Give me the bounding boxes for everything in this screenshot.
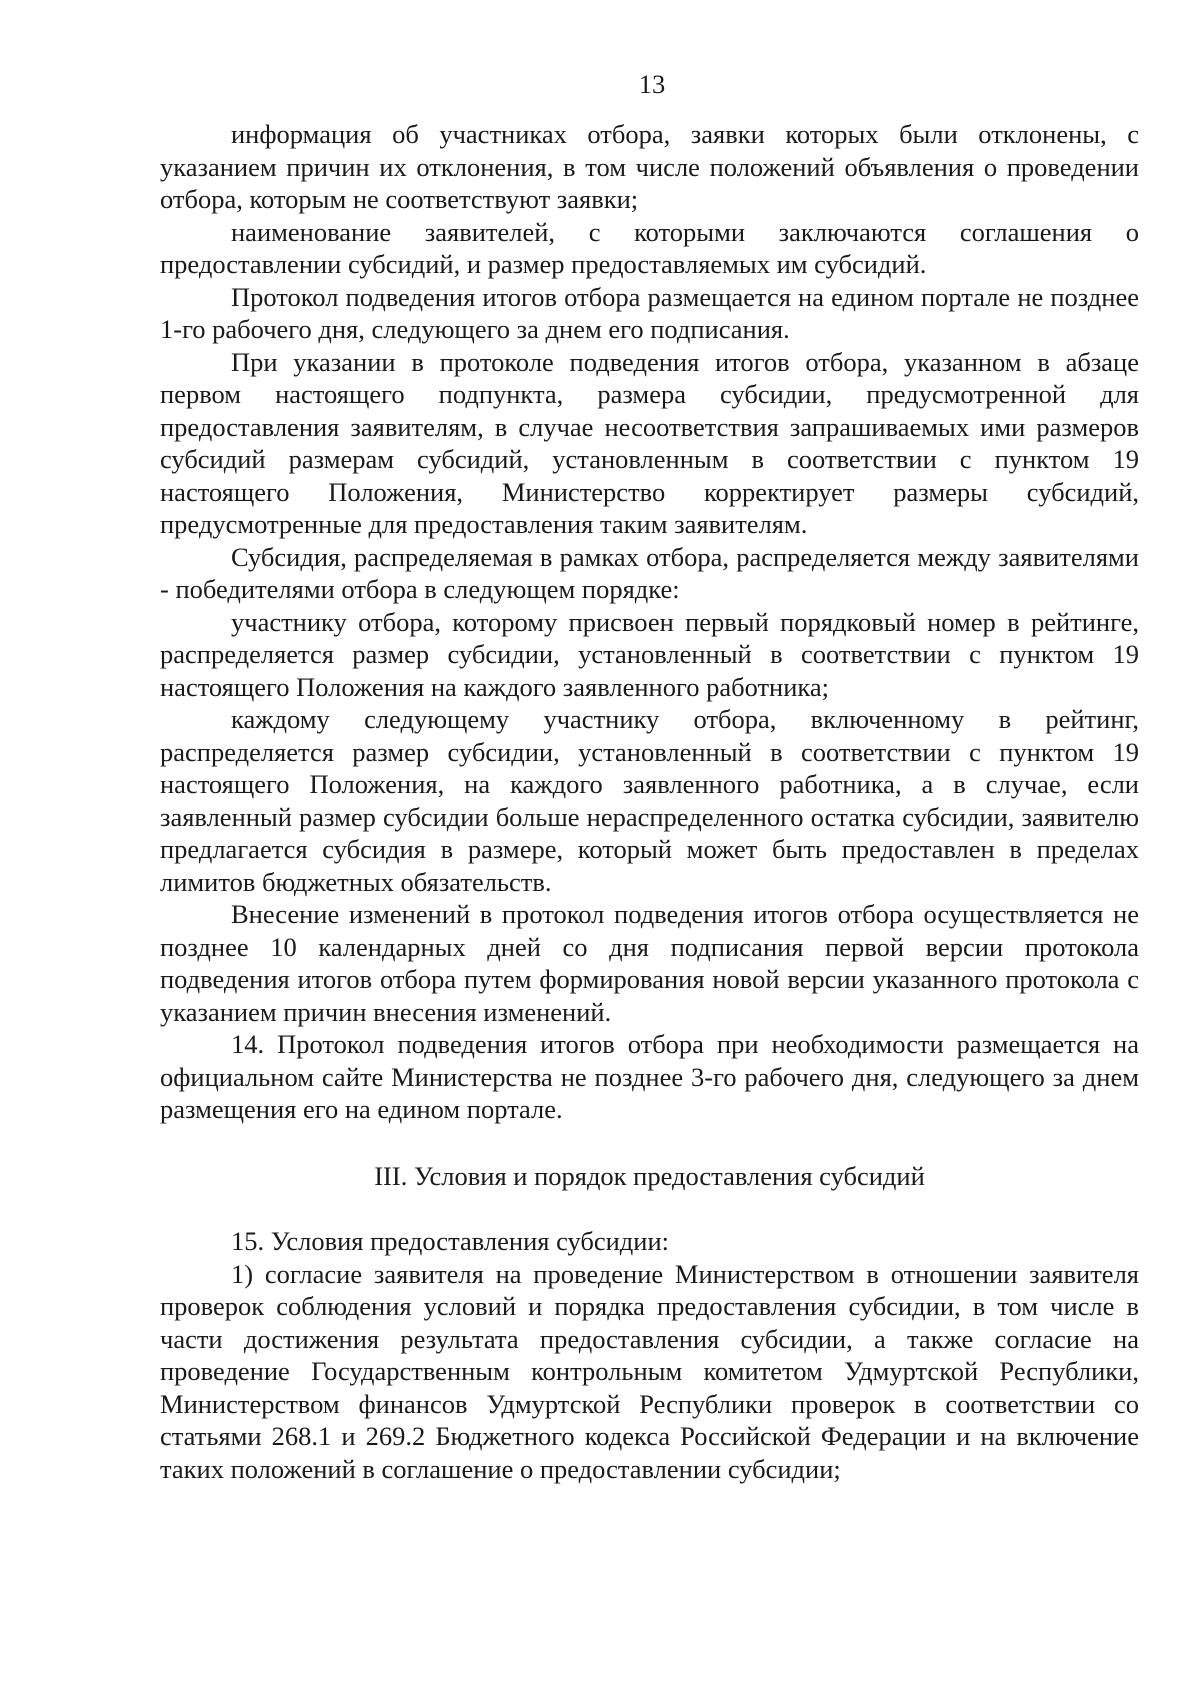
- section-heading: III. Условия и порядок предоставления субсидий: [374, 1160, 925, 1191]
- paragraph-next-participants: каждому следующему участнику отбора, включенному в рейтинг, распределяется размер субсидии, установленный в соответствии с пунктом 19 настоящего Положения, на каждого заявленного работника, а в случае, если заявленный размер субсидии больше нераспределенного остатка субсидии, заявителю предлагается субсидия в размере, который может быть предоставлен в пределах лимитов бюджетных обязательств.: [160, 704, 1139, 897]
- paragraph-applicants-names: наименование заявителей, с которыми заключаются соглашения о предоставлении субсидий, и размер предоставляемых им субсидий.: [160, 216, 1139, 279]
- document-body: [160, 118, 1139, 1485]
- paragraph-subsidy-adjustment: При указании в протоколе подведения итогов отбора, указанном в абзаце первом настоящего подпункта, размера субсидии, предусмотренной для предоставления заявителям, в случае несоответствия запрашиваемых ими размеров субсидий размерам субсидий, установленным в соответствии с пунктом 19 настоящего Положения, Министерство корректирует размеры субсидий, предусмотренные для предоставления таким заявителям.: [160, 346, 1139, 539]
- paragraph-item-15-1: 1) согласие заявителя на проведение Министерством в отношении заявителя проверок соблюдения условий и порядка предоставления субсидии, в том числе в части достижения результата предоставления субсидии, а также согласие на проведение Государственным контрольным комитетом Удмуртской Республики, Министерством финансов Удмуртской Республики проверок в соответствии со статьями 268.1 и 269.2 Бюджетного кодекса Российской Федерации и на включение таких положений в соглашение о предоставлении субсидии;: [160, 1258, 1139, 1484]
- paragraph-protocol-publication: Протокол подведения итогов отбора размещается на едином портале не позднее 1-го рабочего дня, следующего за днем его подписания.: [160, 281, 1139, 344]
- page-number: 13: [638, 69, 666, 99]
- paragraph-subsidy-distribution: Субсидия, распределяемая в рамках отбора, распределяется между заявителями - победителями отбора в следующем порядке:: [160, 541, 1139, 604]
- paragraph-first-participant: участнику отбора, которому присвоен первый порядковый номер в рейтинге, распределяется размер субсидии, установленный в соответствии с пунктом 19 настоящего Положения на каждого заявленного работника;: [160, 606, 1139, 702]
- paragraph-item-14: 14. Протокол подведения итогов отбора при необходимости размещается на официальном сайте Министерства не позднее 3-го рабочего дня, следующего за днем размещения его на едином портале.: [160, 1029, 1139, 1124]
- paragraph-item-15: 15. Условия предоставления субсидии:: [231, 1226, 670, 1256]
- paragraph-rejected-participants-info: информация об участниках отбора, заявки которых были отклонены, с указанием причин их отклонения, в том числе положений объявления о проведении отбора, которым не соответствуют заявки;: [160, 119, 1139, 214]
- paragraph-protocol-changes: Внесение изменений в протокол подведения итогов отбора осуществляется не позднее 10 календарных дней со дня подписания первой версии протокола подведения итогов отбора путем формирования новой версии указанного протокола с указанием причин внесения изменений.: [160, 899, 1139, 1027]
